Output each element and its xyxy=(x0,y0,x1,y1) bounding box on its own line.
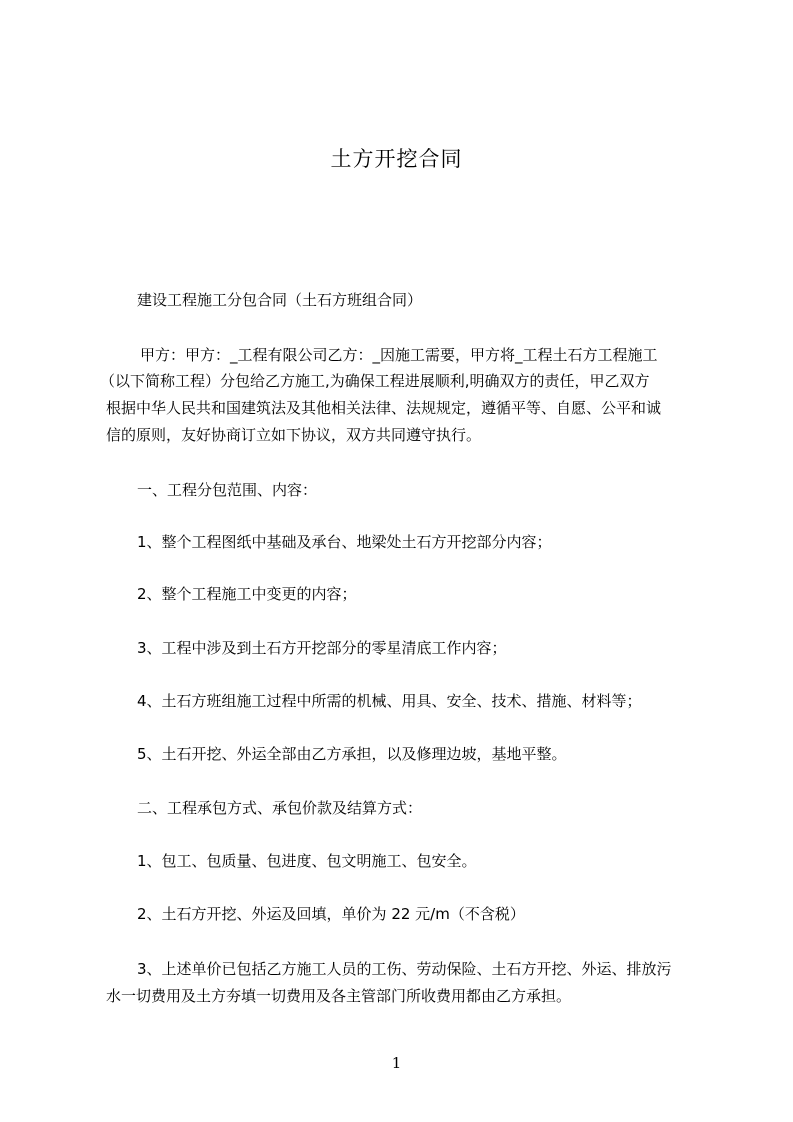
list-item: 1、包工、包质量、包进度、包文明施工、包安全。 xyxy=(137,852,477,870)
list-item-line: 3、上述单价已包括乙方施工人员的工伤、劳动保险、土石方开挖、外运、排放污 xyxy=(137,960,672,978)
intro-line: 根据中华人民共和国建筑法及其他相关法律、法规规定，遵循平等、自愿、公平和诚 xyxy=(106,399,662,417)
list-item: 4、土石方班组施工过程中所需的机械、用具、安全、技术、措施、材料等； xyxy=(137,692,642,710)
list-item: 5、土石开挖、外运全部由乙方承担，以及修理边坡，基地平整。 xyxy=(137,745,567,763)
page-number: 1 xyxy=(391,1054,402,1072)
intro-line: 甲方：甲方：_工程有限公司乙方：_因施工需要，甲方将_工程土石方工程施工 xyxy=(140,346,658,364)
list-item: 2、土石方开挖、外运及回填，单价为 22 元/m（不含税） xyxy=(137,905,525,923)
section-heading: 一、工程分包范围、内容： xyxy=(137,481,318,499)
section-heading: 二、工程承包方式、承包价款及结算方式： xyxy=(137,799,423,817)
contract-subtitle: 建设工程施工分包合同（土石方班组合同） xyxy=(137,291,423,309)
list-item: 1、整个工程图纸中基础及承台、地梁处土石方开挖部分内容； xyxy=(137,533,552,551)
list-item: 2、整个工程施工中变更的内容； xyxy=(137,585,357,603)
list-item: 3、工程中涉及到土石方开挖部分的零星清底工作内容； xyxy=(137,639,507,657)
list-item-line: 水一切费用及土方夯填一切费用及各主管部门所收费用都由乙方承担。 xyxy=(106,987,572,1005)
document-title: 土方开挖合同 xyxy=(330,147,463,171)
intro-line: 信的原则，友好协商订立如下协议，双方共同遵守执行。 xyxy=(106,426,482,444)
intro-line: （以下简称工程）分包给乙方施工,为确保工程进展顺利,明确双方的责任，甲乙双方 xyxy=(100,372,650,390)
